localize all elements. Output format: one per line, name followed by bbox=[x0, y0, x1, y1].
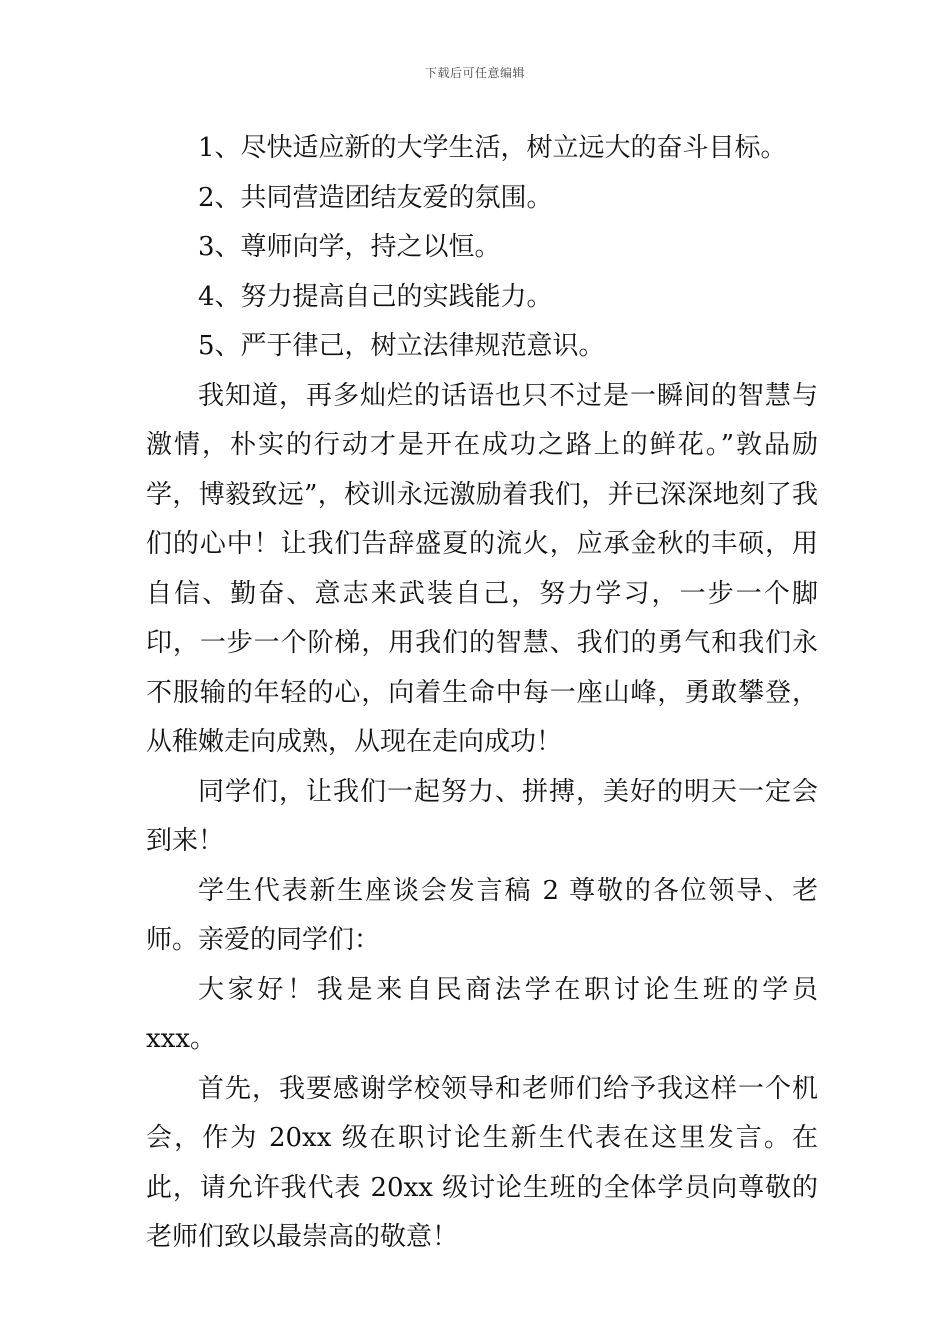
paragraph-speech-title: 学生代表新生座谈会发言稿 2 尊敬的各位领导、老师。亲爱的同学们： bbox=[146, 875, 818, 955]
paragraph-motto: 我知道，再多灿烂的话语也只不过是一瞬间的智慧与激情，朴实的行动才是开在成功之路上的鲜花。”敦品励学，博毅致远”，校训永远激励着我们，并已深深地刻了我们的心中！让我们告辞盛夏的流火，应承金秋的丰硕，用自信、勤奋、意志来武装自己，努力学习，一步一个脚印，一步一个阶梯，用我们的智慧、我们的勇气和我们永不服输的年轻的心，向着生命中每一座山峰，勇敢攀登，从稚嫩走向成熟，从现在走向成功！ bbox=[146, 380, 818, 757]
list-item-5: 5、严于律己，树立法律规范意识。 bbox=[198, 331, 605, 361]
document-body bbox=[146, 124, 818, 1263]
page-header: 下载后可任意编辑 bbox=[424, 66, 525, 80]
list-item-4: 4、努力提高自己的实践能力。 bbox=[198, 281, 553, 312]
list-item-3: 3、尊师向学，持之以恒。 bbox=[198, 232, 501, 262]
list-item-2: 2、共同营造团结友爱的氛围。 bbox=[198, 182, 553, 213]
list-item-1: 1、尽快适应新的大学生活，树立远大的奋斗目标。 bbox=[198, 133, 787, 163]
paragraph-greeting: 大家好！我是来自民商法学在职讨论生班的学员 xxx。 bbox=[146, 974, 818, 1054]
paragraph-call: 同学们，让我们一起努力、拼搏，美好的明天一定会到来！ bbox=[146, 776, 818, 856]
paragraph-thanks: 首先，我要感谢学校领导和老师们给予我这样一个机会，作为 20xx 级在职讨论生新生代表在这里发言。在此，请允许我代表 20xx 级讨论生班的全体学员向尊敬的老师们致以最崇高的敬意！ bbox=[146, 1073, 818, 1252]
